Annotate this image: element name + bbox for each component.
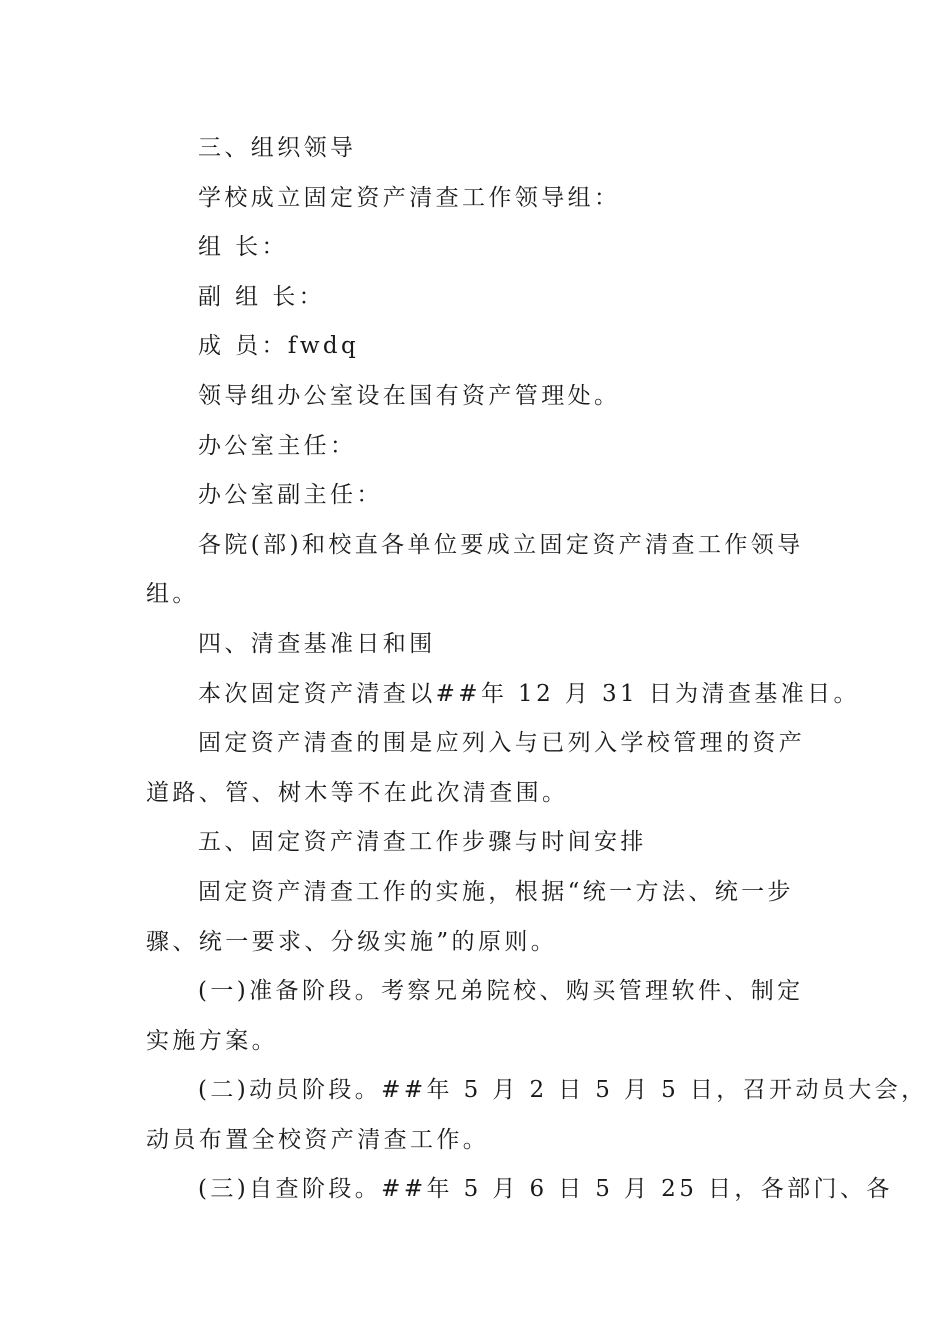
paragraph-line: 实施方案。 <box>146 1027 278 1054</box>
paragraph-line: 骤、统一要求、分级实施”的原则。 <box>146 928 558 955</box>
paragraph-line: 本次固定资产清查以##年 12 月 31 日为清查基准日。 <box>198 680 860 707</box>
paragraph-line: (一)准备阶段。考察兄弟院校、购买管理软件、制定 <box>198 978 804 1005</box>
paragraph-line: 办公室副主任： <box>198 482 383 509</box>
document-body <box>146 124 928 1215</box>
paragraph-line: 固定资产清查工作的实施，根据“统一方法、统一步 <box>198 878 794 905</box>
paragraph-line: 各院(部)和校直各单位要成立固定资产清查工作领导 <box>198 531 804 558</box>
section-heading-organization: 三、组织领导 <box>198 135 357 161</box>
paragraph-line: 成 员：fwdq <box>198 333 360 360</box>
paragraph-line: (三)自查阶段。##年 5 月 6 日 5 月 25 日，各部门、各 <box>198 1176 893 1203</box>
paragraph-line: 道路、管、树木等不在此次清查围。 <box>146 779 569 806</box>
paragraph-line: 组。 <box>146 581 199 608</box>
paragraph-line: 副 组 长： <box>198 283 326 310</box>
paragraph-line: 学校成立固定资产清查工作领导组： <box>198 184 621 211</box>
section-heading-steps-schedule: 五、固定资产清查工作步骤与时间安排 <box>198 829 647 856</box>
paragraph-line: 办公室主任： <box>198 432 357 459</box>
section-heading-baseline-date: 四、清查基准日和围 <box>198 630 436 657</box>
paragraph-line: 固定资产清查的围是应列入与已列入学校管理的资产 <box>198 730 806 757</box>
paragraph-line: 领导组办公室设在国有资产管理处。 <box>198 382 621 409</box>
paragraph-line: (二)动员阶段。##年 5 月 2 日 5 月 5 日，召开动员大会， <box>198 1077 928 1104</box>
paragraph-line: 组 长： <box>198 234 288 261</box>
paragraph-line: 动员布置全校资产清查工作。 <box>146 1126 490 1153</box>
